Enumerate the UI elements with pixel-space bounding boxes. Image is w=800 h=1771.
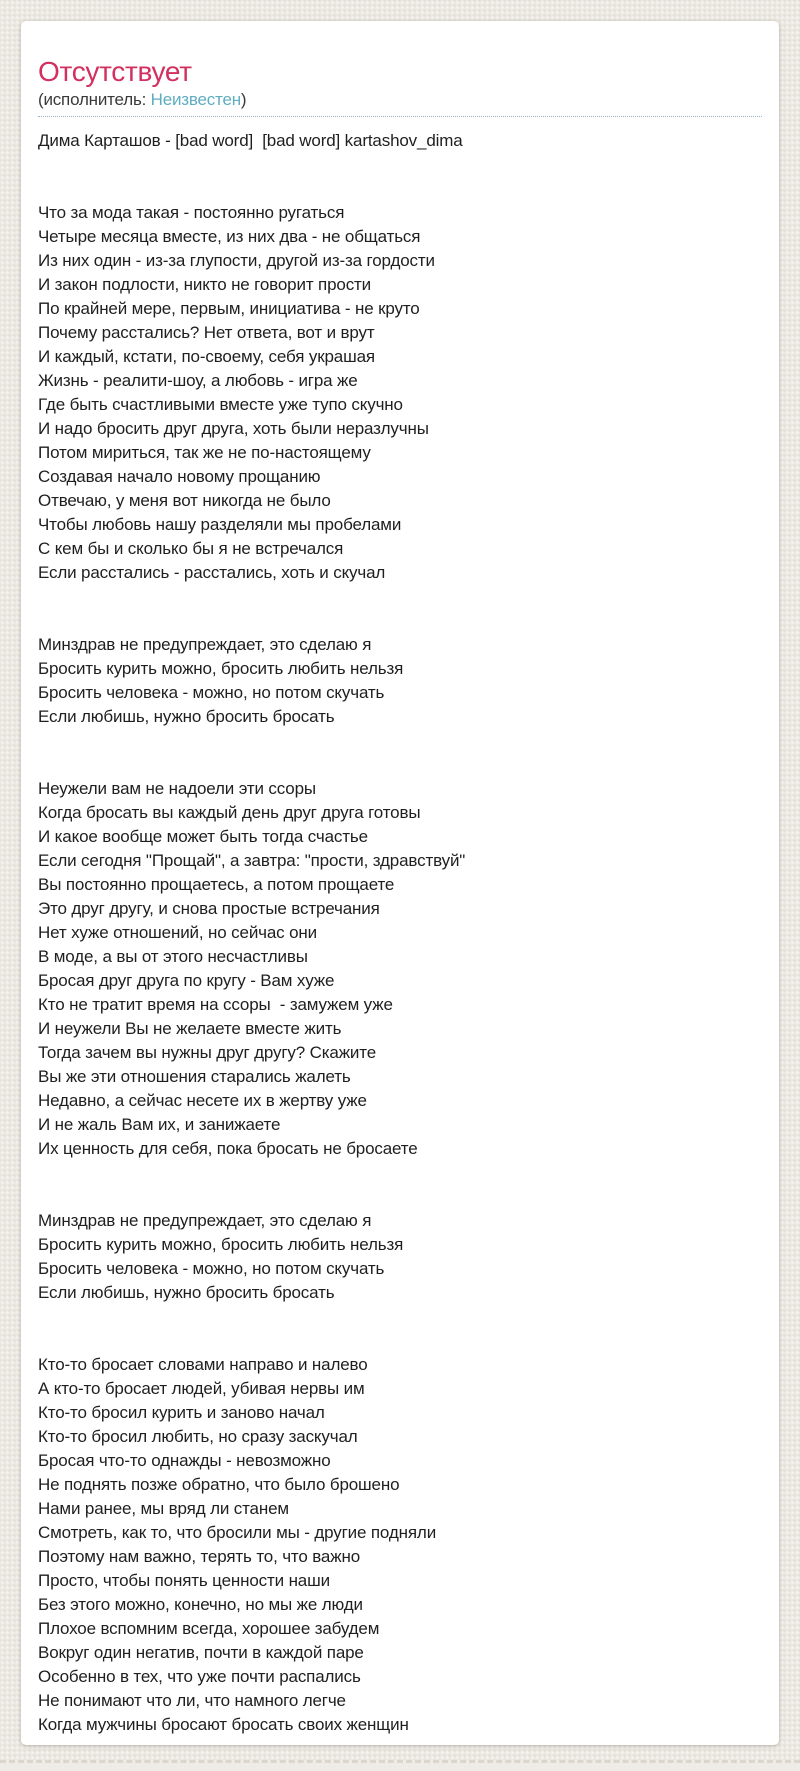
lyric-line: Неужели вам не надоели эти ссоры bbox=[38, 779, 316, 798]
lyric-line: Где быть счастливыми вместе уже тупо скучно bbox=[38, 395, 403, 414]
lyric-line: Потом мириться, так же не по-настоящему bbox=[38, 443, 371, 462]
lyric-line: Минздрав не предупреждает, это сделаю я bbox=[38, 635, 372, 654]
lyric-line: Чтобы любовь нашу разделяли мы пробелами bbox=[38, 515, 402, 534]
lyric-line: И каждый, кстати, по-своему, себя украшая bbox=[38, 347, 375, 366]
lyric-line: Почему расстались? Нет ответа, вот и врут bbox=[38, 323, 375, 342]
lyric-line: И надо бросить друг друга, хоть были неразлучны bbox=[38, 419, 429, 438]
lyric-line: Нет хуже отношений, но сейчас они bbox=[38, 923, 317, 942]
lyric-line: Их ценность для себя, пока бросать не бросаете bbox=[38, 1139, 418, 1158]
lyric-line: Четыре месяца вместе, из них два - не общаться bbox=[38, 227, 421, 246]
lyric-line: Вы же эти отношения старались жалеть bbox=[38, 1067, 351, 1086]
lyric-line: Бросить человека - можно, но потом скучать bbox=[38, 683, 385, 702]
lyric-line: Вокруг один негатив, почти в каждой паре bbox=[38, 1643, 364, 1662]
lyric-line: По крайней мере, первым, инициатива - не круто bbox=[38, 299, 420, 318]
lyric-line: Поэтому нам важно, терять то, что важно bbox=[38, 1547, 361, 1566]
lyric-line: Не поднять позже обратно, что было брошено bbox=[38, 1475, 400, 1494]
lyric-line: Недавно, а сейчас несете их в жертву уже bbox=[38, 1091, 367, 1110]
lyric-line: Вы постоянно прощаетесь, а потом прощаете bbox=[38, 875, 395, 894]
lyric-line: Если любишь, нужно бросить бросать bbox=[38, 1283, 335, 1302]
lyric-line: Создавая начало новому прощанию bbox=[38, 467, 321, 486]
artist-label-suffix: ) bbox=[240, 90, 247, 109]
lyric-line: Бросить курить можно, бросить любить нельзя bbox=[38, 659, 404, 678]
lyric-line: Жизнь - реалити-шоу, а любовь - игра же bbox=[38, 371, 358, 390]
lyric-line: Особенно в тех, что уже почти распались bbox=[38, 1667, 361, 1686]
lyric-line: Бросая друг друга по кругу - Вам хуже bbox=[38, 971, 335, 990]
lyric-line: Если любишь, нужно бросить бросать bbox=[38, 707, 335, 726]
lyric-line: С кем бы и сколько бы я не встречался bbox=[38, 539, 344, 558]
song-title-link[interactable]: Отсутствует bbox=[38, 56, 192, 87]
stanza bbox=[38, 201, 762, 585]
footer-divider bbox=[0, 1760, 800, 1771]
lyric-line: Тогда зачем вы нужны друг другу? Скажите bbox=[38, 1043, 377, 1062]
lyric-line: Если расстались - расстались, хоть и скучал bbox=[38, 563, 386, 582]
lyric-line: Это друг другу, и снова простые встречания bbox=[38, 899, 380, 918]
stanza bbox=[38, 633, 762, 729]
lyric-line: В моде, а вы от этого несчастливы bbox=[38, 947, 308, 966]
lyric-line: Когда мужчины бросают бросать своих женщин bbox=[38, 1715, 409, 1734]
lyric-line: Что за мода такая - постоянно ругаться bbox=[38, 203, 345, 222]
lyric-line: И закон подлости, никто не говорит прости bbox=[38, 275, 372, 294]
lyric-line: Если сегодня "Прощай", а завтра: "прости, здравствуй" bbox=[38, 851, 466, 870]
lyric-line: Бросить человека - можно, но потом скучать bbox=[38, 1259, 385, 1278]
lyric-line: Не понимают что ли, что намного легче bbox=[38, 1691, 346, 1710]
stanza bbox=[38, 1353, 762, 1737]
lyric-line: Бросая что-то однажды - невозможно bbox=[38, 1451, 331, 1470]
lyric-line: Кто-то бросил курить и заново начал bbox=[38, 1403, 325, 1422]
lyric-line: Бросить курить можно, бросить любить нельзя bbox=[38, 1235, 404, 1254]
stanza bbox=[38, 129, 762, 153]
lyrics-card bbox=[21, 21, 779, 1745]
lyric-line: А кто-то бросает людей, убивая нервы им bbox=[38, 1379, 365, 1398]
lyric-line: Когда бросать вы каждый день друг друга готовы bbox=[38, 803, 421, 822]
lyric-line: Просто, чтобы понять ценности наши bbox=[38, 1571, 330, 1590]
lyric-line: Кто не тратит время на ссоры - замужем уже bbox=[38, 995, 393, 1014]
lyric-line: Дима Карташов - [bad word] [bad word] kartashov_dima bbox=[38, 131, 463, 150]
lyric-line: И не жаль Вам их, и занижаете bbox=[38, 1115, 281, 1134]
lyric-line: Без этого можно, конечно, но мы же люди bbox=[38, 1595, 363, 1614]
lyrics-text bbox=[38, 129, 762, 1737]
lyric-line: Из них один - из-за глупости, другой из-за гордости bbox=[38, 251, 435, 270]
lyric-line: Нами ранее, мы вряд ли станем bbox=[38, 1499, 289, 1518]
lyric-line: Минздрав не предупреждает, это сделаю я bbox=[38, 1211, 372, 1230]
lyric-line: И неужели Вы не желаете вместе жить bbox=[38, 1019, 342, 1038]
stanza bbox=[38, 1209, 762, 1305]
lyric-line: Плохое вспомним всегда, хорошее забудем bbox=[38, 1619, 380, 1638]
stanza bbox=[38, 777, 762, 1161]
artist-label-prefix: (исполнитель: bbox=[38, 90, 151, 109]
lyric-line: И какое вообще может быть тогда счастье bbox=[38, 827, 368, 846]
artist-link[interactable]: Неизвестен bbox=[150, 90, 241, 109]
lyric-line: Кто-то бросил любить, но сразу заскучал bbox=[38, 1427, 358, 1446]
lyric-line: Смотреть, как то, что бросили мы - другие подняли bbox=[38, 1523, 437, 1542]
lyric-line: Кто-то бросает словами направо и налево bbox=[38, 1355, 368, 1374]
artist-line bbox=[38, 90, 762, 117]
lyric-line: Отвечаю, у меня вот никогда не было bbox=[38, 491, 331, 510]
